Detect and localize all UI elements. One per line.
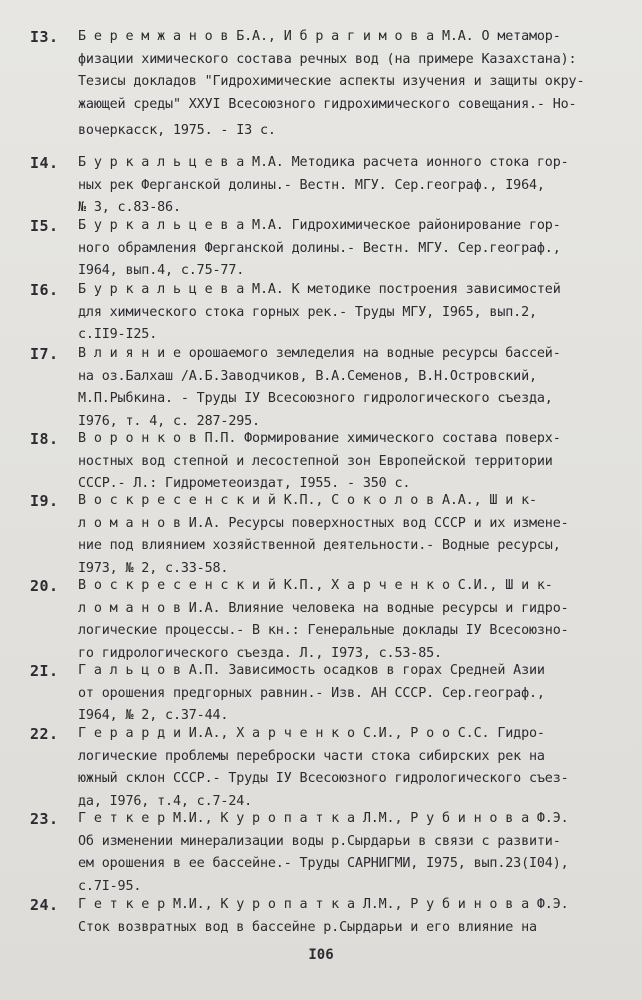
entry-text [78, 575, 628, 665]
entry-line: л о м а н о в И.А. Влияние человека на водные ресурсы и гидро- [78, 600, 569, 616]
entry-line: № 3, с.83-86. [78, 200, 181, 215]
entry-line: жающей среды" ХХУI Всесоюзного гидрохимического совещания.- Но- [78, 96, 577, 112]
entry-number: 22. [30, 725, 59, 743]
entry-line: В л и я н и е орошаемого земледелия на водные ресурсы бассей- [78, 346, 561, 361]
entry-line: ем орошения в ее бассейне.- Труды САРНИГМИ, I975, вып.23(I04), [78, 856, 569, 871]
entry-line: СССР.- Л.: Гидрометеоиздат, I955. - 350 с. [78, 476, 411, 491]
entry-line: В о с к р е с е н с к и й К.П., С о к о л о в А.А., Ш и к- [78, 493, 537, 508]
entry-line: ного обрамления Ферганской долины.- Вестн. МГУ. Сер.географ., [78, 240, 561, 256]
entry-line: для химического стока горных рек.- Труды МГУ, I965, вып.2, [78, 304, 537, 320]
entry-number: I7. [30, 345, 59, 363]
entry-line: логические проблемы переброски части стока сибирских рек на [78, 748, 545, 764]
entry-line: Об изменении минерализации воды р.Сырдарьи в связи с развити- [78, 833, 561, 849]
entry-line: Тезисы докладов "Гидрохимические аспекты изучения и защиты окру- [78, 74, 585, 89]
entry-number: I8. [30, 430, 59, 448]
entry-line: Г е т к е р М.И., К у р о п а т к а Л.М., Р у б и н о в а Ф.Э. [78, 897, 569, 912]
entry-number: 23. [30, 810, 59, 828]
entry-line: М.П.Рыбкина. - Труды IУ Всесоюзного гидрологического съезда, [78, 391, 553, 406]
entry-line: Г е р а р д и И.А., Х а р ч е н к о С.И., Р о о С.С. Гидро- [78, 726, 545, 741]
entry-line: логические процессы.- В кн.: Генеральные доклады IУ Всесоюзно- [78, 623, 569, 638]
entry-line: ных рек Ферганской долины.- Вестн. МГУ. Сер.географ., I964, [78, 177, 545, 193]
entry-text [78, 26, 628, 143]
entry-text [78, 428, 628, 496]
entry-line: ние под влиянием хозяйственной деятельности.- Водные ресурсы, [78, 538, 561, 553]
entry-number: I5. [30, 217, 59, 235]
entry-line: да, I976, т.4, с.7-24. [78, 793, 253, 809]
entry-text [78, 343, 628, 433]
entry-text [78, 894, 628, 939]
entry-number: 24. [30, 896, 59, 914]
entry-number: I9. [30, 492, 59, 510]
entry-number: I3. [30, 28, 59, 46]
entry-line: I973, № 2, с.33-58. [78, 560, 229, 576]
entry-text [78, 215, 628, 283]
entry-line: Б е р е м ж а н о в Б.А., И б р а г и м о в а М.А. О метамор- [78, 29, 561, 44]
entry-line: с.II9-I25. [78, 327, 158, 342]
entry-line: физации химического состава речных вод (на примере Казахстана): [78, 51, 577, 67]
entry-text [78, 152, 628, 220]
entry-line: ностных вод степной и лесостепной зон Европейской территории [78, 453, 553, 469]
entry-number: I6. [30, 281, 59, 299]
entry-line: I976, т. 4, с. 287-295. [78, 413, 260, 429]
entry-number: I4. [30, 154, 59, 172]
entry-line: В о с к р е с е н с к и й К.П., Х а р ч е н к о С.И., Ш и к- [78, 578, 553, 593]
entry-text [78, 808, 628, 898]
entry-line: В о р о н к о в П.П. Формирование химического состава поверх- [78, 431, 561, 446]
entry-line: Сток возвратных вод в бассейне р.Сырдарьи и его влияние на [78, 919, 537, 935]
entry-line: го гидрологического съезда. Л., I973, с.53-85. [78, 645, 442, 661]
entry-number: 2I. [30, 662, 59, 680]
entry-line: Б у р к а л ь ц е в а М.А. К методике построения зависимостей [78, 282, 561, 297]
entry-text [78, 490, 628, 580]
entry-line: Г е т к е р М.И., К у р о п а т к а Л.М., Р у б и н о в а Ф.Э. [78, 811, 569, 826]
entry-text [78, 723, 628, 813]
page-number: I06 [308, 947, 334, 963]
entry-line: вочеркасск, 1975. - I3 с. [78, 123, 276, 138]
entry-line: Б у р к а л ь ц е в а М.А. Методика расчета ионного стока гор- [78, 155, 569, 170]
entry-number: 20. [30, 577, 59, 595]
entry-text [78, 660, 628, 728]
entry-line: Б у р к а л ь ц е в а М.А. Гидрохимическое районирование гор- [78, 218, 561, 233]
entry-line: л о м а н о в И.А. Ресурсы поверхностных вод СССР и их измене- [78, 515, 569, 531]
entry-line: Г а л ь ц о в А.П. Зависимость осадков в горах Средней Азии [78, 663, 545, 678]
entry-line: южный склон СССР.- Труды IУ Всесоюзного гидрологического съез- [78, 771, 569, 786]
entry-line: на оз.Балхаш /А.Б.Заводчиков, В.А.Семенов, В.Н.Островский, [78, 368, 537, 384]
entry-line: I964, № 2, с.37-44. [78, 708, 229, 723]
entry-line: с.7I-95. [78, 878, 142, 894]
entry-line: от орошения предгорных равнин.- Изв. АН СССР. Сер.географ., [78, 685, 545, 701]
entry-text [78, 279, 628, 347]
entry-line: I964, вып.4, с.75-77. [78, 263, 245, 278]
